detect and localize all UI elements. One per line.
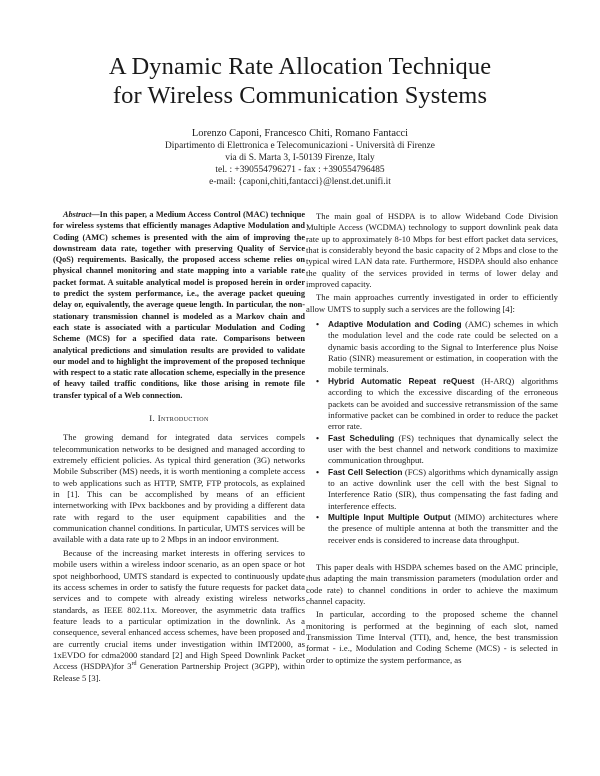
list-item-text: (MIMO) architectures where the presence of multiple antenna at both the transmitter and the receiver ends is considered to increase data throughput. [328,511,558,545]
hsdpa-goal-paragraph: The main goal of HSDPA is to allow Wideband Code Division Multiple Access (WCDMA) technology to support downlink peak data rate up to approximately 8-10 Mbps for best effort packet data services, that is considerably beyond the basic capacity of 2 Mbps and close to the typical wired LAN data rate. Furthermore, HSDPA should also enhance the quality of the services provided in terms of lower delay and improved capacity. [306,211,558,290]
list-item [328,512,558,546]
intro-paragraph-2-tail: Generation Partnership Project (3GPP), within Release 5 [3]. [53,661,305,683]
abstract-label: Abstract— [63,210,100,219]
approaches-paragraph: The main approaches currently investigated in order to efficiently allow UMTS to supply such a services are the following [4]: [306,292,558,314]
paragraph-spacer [306,550,558,562]
list-item-term: Fast Scheduling [328,432,395,443]
affiliation-department: Dipartimento di Elettronica e Telecomunicazioni - Università di Firenze [165,141,435,151]
list-item [328,433,558,467]
abstract [53,209,305,401]
intro-paragraph-2-text: Because of the increasing market interests in offering services to mobile users within a wireless indoor scenario, as an open space or hot spot neighborhood, UMTS standard is expected to continuously update its access schemes in order to satisfy the future requests for packet data services and to compete with already existing wireless networks standards, as IEEE 802.11x. Moreover, the asymmetric data traffics feature leads to a particular optimization in the downlink. As a consequence, several enhanced access schemes, have been proposed and are currently crucial items under investigation within IMT2000, as 1xEVDO for cdma2000 standard [2] and High Speed Downlink Packet Access (HSDPA)for 3 [53,547,305,672]
paper-title [0,52,600,110]
right-column [306,211,558,666]
title-line-2: for Wireless Communication Systems [112,82,488,109]
proposed-scheme-paragraph: In particular, according to the proposed scheme the channel monitoring is performed at the beginning of each slot, named Transmission Time Interval (TTI), and, hence, the best transmission format - i.e., Modulation and Coding Scheme (MCS) - is selected in order to optimize the system performance, as [306,609,558,665]
section-heading-introduction: I. Introduction [149,413,209,424]
list-item-text: (FCS) algorithms which dynamically assign to an active downlink user the cell with the best Signal to Interference Ratio (SIR), thus compensating the fast fading and interference effects. [328,466,558,511]
intro-paragraph-1: The growing demand for integrated data services compels telecommunication networks to be designed and managed according to extremely efficient policies. As typical third generation (3G) networks Mobile Subscriber (MS) needs, it is worth mentioning a complete access to web applications such as HTTP, SMTP, FTP protocols, as explained in [1]. This can be accomplished by means of an efficient internetworking with IPvx backbones and by providing a different data rate with regard to the user equipment capabilities and the communication channel conditions. In particular, UMTS services will be available with a data rate up to 2 Mbps in an indoor environment. [53,432,305,545]
list-item-text: (AMC) schemes in which the modulation level and the code rate could be selected on a dynamic basis according to the Signal to Interference plus Noise Ratio (SINR) measurement or estimation, in cooperation with the mobile terminals. [328,319,559,375]
abstract-text: In this paper, a Medium Access Control (MAC) technique for wireless systems that efficiently manages Adaptive Modulation and Coding (AMC) schemes is presented with the aim of improving the downstream data rate, together with preserving Quality of Service (QoS) requirements. Basically, the proposed access scheme relies on physical channel monitoring and state mapping into a variable rate packet format. A suitable analytical model is proposed herein in order to predict the system performance, i.e., the average packet queuing delay or, equivalently, the average queue length. In particular, the non-stationary transmission channel is modeled as a Markov chain and each state is associated with a particular Modulation and Coding Scheme (MCS) for a specified data rate. Comparisons between analytical predictions and simulation results are provided to validate our model and to highlight the improvement of the proposed technique with respect to a static rate allocation scheme, especially in the presence of heavy tailed traffic conditions, like those arising in remote file transfer typical of a Web connection. [53,210,305,400]
affiliation-email: e-mail: {caponi,chiti,fantacci}@lenst.det.unifi.it [209,177,391,188]
paper-scope-paragraph: This paper deals with HSDPA schemes based on the AMC principle, thus adapting the main transmission parameters (modulation order and code rate) to channel conditions in order to achieve the maximum channel capacity. [306,561,558,606]
ordinal-superscript: rd [131,661,137,668]
list-item-term: Fast Cell Selection [328,466,403,477]
list-item [328,376,558,433]
list-item [328,319,558,376]
approach-list [306,319,558,546]
intro-paragraph-2 [53,548,305,684]
affiliation-block [0,140,600,188]
list-item-term: Multiple Input Multiple Output [328,511,451,522]
author-list: Lorenzo Caponi, Francesco Chiti, Romano Fantacci [191,128,409,139]
list-item-term: Adaptive Modulation and Coding [328,319,462,330]
left-column [53,209,305,684]
list-item-text: (FS) techniques that dynamically select the user with the best channel and network conditions to maximize communication throughput. [328,432,559,466]
list-item-text: (H-ARQ) algorithms according to which the excessive discarding of the erroneous packets can be avoided and successive retransmission of the same informative packet can be combined in order to reduce the packet error rate. [328,375,558,432]
list-item-term: Hybrid Automatic Repeat reQuest [328,375,475,386]
affiliation-phone: tel. : +390554796271 - fax : +390554796485 [215,165,385,176]
list-item [328,467,558,512]
title-line-1: A Dynamic Rate Allocation Technique [108,53,492,80]
affiliation-address: via di S. Marta 3, I-50139 Firenze, Italy [225,153,375,164]
